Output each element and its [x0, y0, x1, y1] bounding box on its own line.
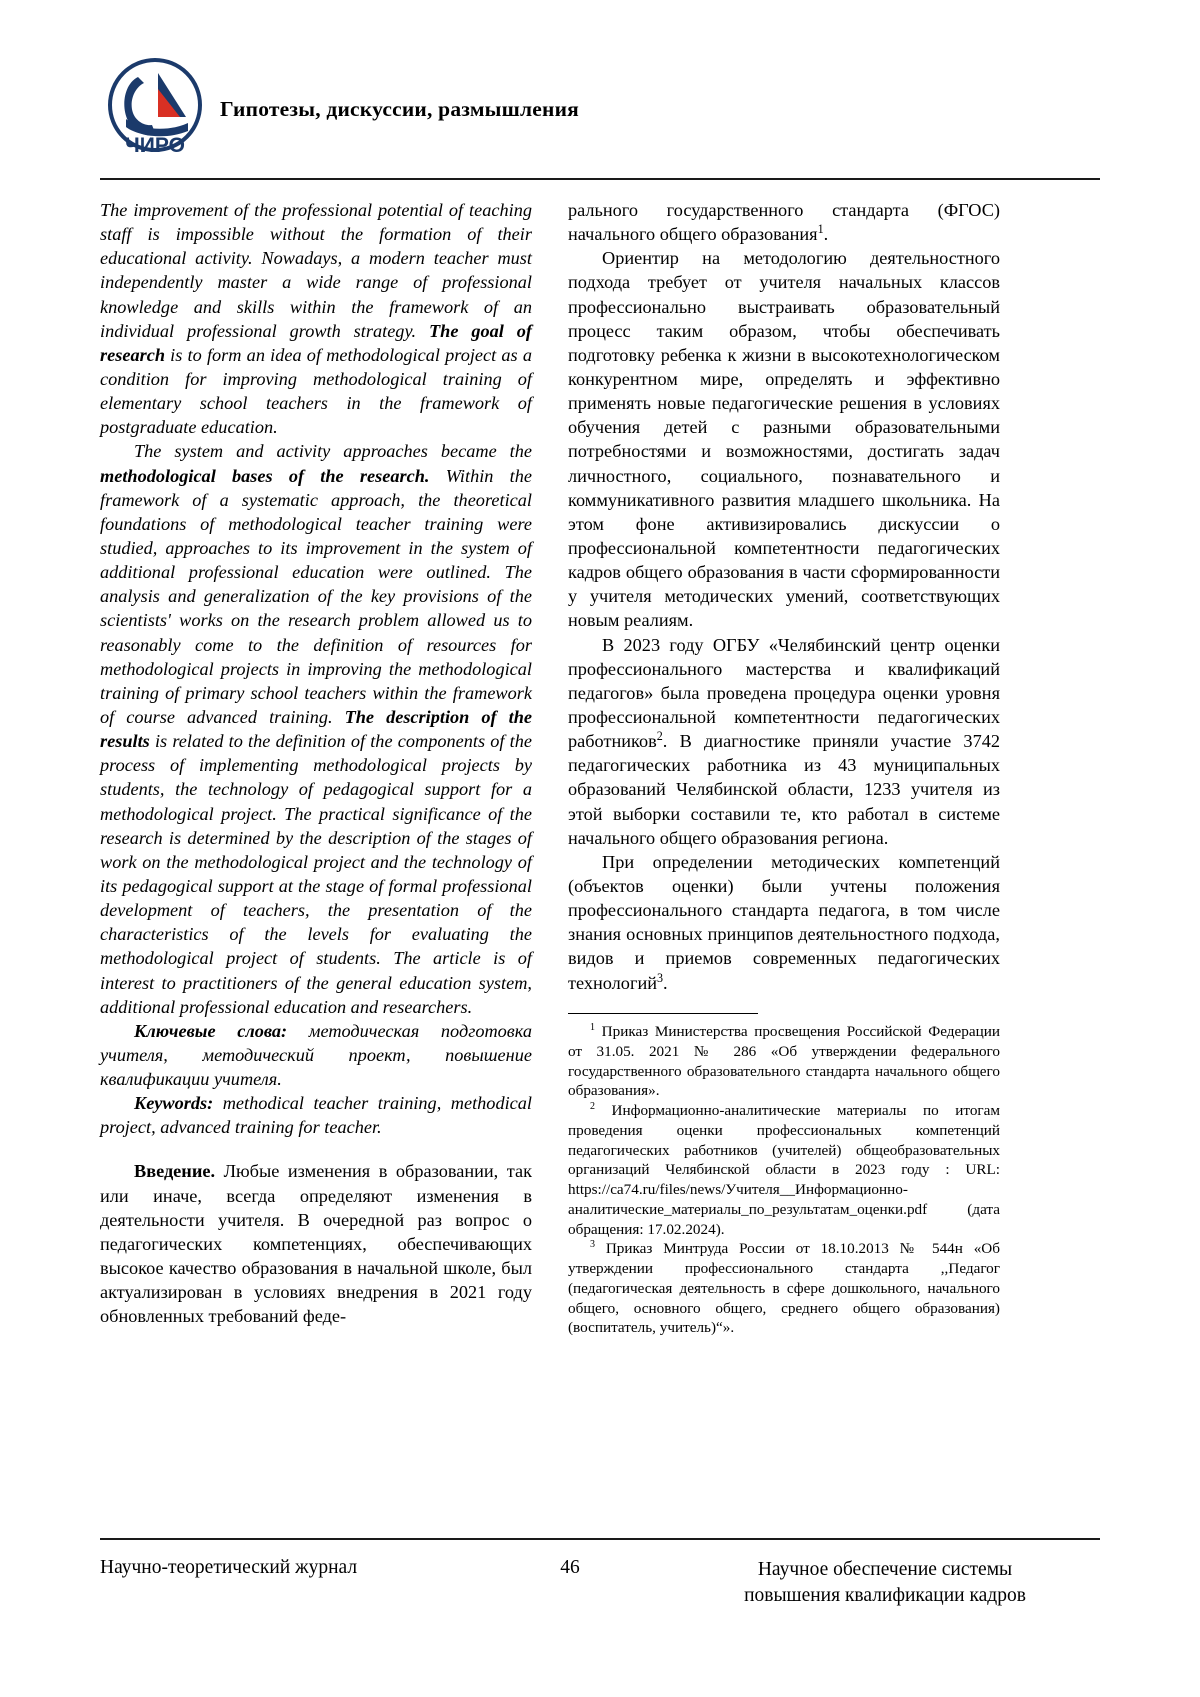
footnote-3-marker: 3 [590, 1239, 596, 1251]
footnote-ref-3[interactable]: 3 [657, 970, 664, 985]
footnote-separator [568, 1013, 758, 1015]
body-p3-part-a: В 2023 году ОГБУ «Челябинский центр оценки профессионального мастерства и квалификаций педагогов» была проведена процедура оценки уровня профессиональной компетентности педагогических работников [568, 634, 1000, 752]
keywords-ru-text: методическая подготовка учителя, методический проект, повышение квалификации учителя. [100, 1020, 532, 1090]
introduction-label: Введение. [134, 1161, 216, 1182]
journal-name: Научно-теоретический журнал [100, 1557, 358, 1578]
page-number: 46 [560, 1557, 580, 1578]
footnote-3-text: Приказ Минтруда России от 18.10.2013 № 544н «Об утверждении профессионального стандарта ,,Педагог (педагогическая деятельность в сфере дошкольного, начального общего, основного общего, среднего общего образования) (воспитатель, учитель)“». [568, 1240, 1000, 1337]
keywords-en [100, 1091, 532, 1139]
body-paragraph-1 [568, 198, 1000, 246]
abstract-p2-results-label: The description of the results [100, 706, 532, 752]
abstract-paragraph-1 [100, 198, 532, 439]
introduction-text: Любые изменения в образовании, так или иначе, всегда определяют изменения в деятельности учителя. В очередной раз вопрос о педагогических компетенциях, обеспечивающих высокое качество образования в начальной школе, был актуализирован в условиях внедрения в 2021 году обновленных требований феде- [100, 1161, 532, 1327]
page-header [100, 55, 1100, 165]
body-p1-text: рального государственного стандарта (ФГОС) начального общего образования [568, 200, 1000, 245]
body-paragraph-3 [568, 633, 1000, 850]
body-paragraph-4 [568, 850, 1000, 995]
footnote-2-marker: 2 [590, 1101, 596, 1113]
footnote-3 [568, 1239, 1000, 1338]
logo-wordmark: ЧИРО [125, 134, 185, 155]
chiro-logo-icon [108, 55, 203, 155]
body-p4-part-b: . [663, 972, 668, 993]
left-column [100, 198, 532, 1328]
footnote-2-text: Информационно-аналитические материалы по итогам проведения оценки профессиональных компетенций педагогических работников (учителей) общеобразовательных организаций Челябинской области в 2023 году : URL: https://ca74.ru/files/news/Учителя__Информационно-аналитические_материалы_по_результатам_оценки.pdf (дата обращения: 17.02.2024). [568, 1102, 1000, 1238]
footnotes-block [568, 1022, 1000, 1338]
section-title: Гипотезы, дискуссии, размышления [220, 97, 580, 121]
abstract-p2-part-a: The system and activity approaches became the [134, 441, 532, 462]
keywords-en-label: Keywords: [134, 1093, 214, 1114]
footer-divider [100, 1538, 1100, 1540]
keywords-ru [100, 1019, 532, 1091]
footer-section-line-1: Научное обеспечение системы [757, 1559, 1013, 1580]
footnote-ref-2[interactable]: 2 [656, 729, 663, 743]
body-p1-end: . [823, 224, 829, 245]
abstract-p2-part-b: Within the framework of a systematic approach, the theoretical foundations of methodological teacher training were studied, approaches to its improvement in the system of additional professional education were outlined. The analysis and generalization of the key provisions of the scientists' works on the research problem allowed us to reasonably come to the definition of resources for methodological projects in improving the methodological training of primary school teachers within the framework of course advanced training. [100, 465, 532, 727]
body-paragraph-2: Ориентир на методологию деятельностного подхода требует от учителя начальных классов профессионально выстраивать образовательный процесс таким образом, чтобы обеспечивать подготовку ребенка к жизни в высокотехнологическом конкурентном мире, определять и эффективно применять новые педагогические решения в условиях обучения детей с разными образовательными потребностями и возможностями, достигать задач личностного, социального, познавательного и коммуникативного развития младшего школьника. На этом фоне активизировались дискуссии о профессиональной компетентности педагогических кадров общего образования в части сформированности у учителя методических умений, соответствующих новым реалиям. [568, 248, 1000, 631]
footer-section-name [670, 1557, 1100, 1610]
keywords-en-text: methodical teacher training, methodical project, advanced training for teacher. [100, 1093, 532, 1138]
abstract-p2-part-c: is related to the definition of the components of the process of implementing methodological projects by students, the technology of pedagogical support for a methodological project. The practical significance of the research is determined by the description of the stages of work on the methodological project and the technology of its pedagogical support at the stage of formal professional development of teachers, the presentation of the characteristics of the levels for evaluating the methodological project of students. The article is of interest to practitioners of the general education system, additional professional education and researchers. [100, 731, 532, 1017]
footnote-1-text: Приказ Министерства просвещения Российской Федерации от 31.05. 2021 № 286 «Об утверждении федерального государственного образовательного стандарта начального общего образования». [568, 1023, 1000, 1100]
footnote-ref-1[interactable]: 1 [817, 222, 824, 237]
abstract-p1-goal-label: The goal of research [100, 320, 532, 365]
abstract-paragraph-2 [100, 439, 532, 1018]
body-p4-part-a: При определении методических компетенций (объектов оценки) были учтены положения профессионального стандарта педагога, в том числе знания основных принципов деятельностного подхода, видов и приемов современных педагогических технологий [568, 851, 1000, 993]
footnote-1-marker: 1 [590, 1022, 596, 1034]
right-column [568, 198, 1000, 1338]
body-p3-part-b: . В диагностике приняли участие 3742 педагогических работника из 43 муниципальных образований Челябинской области, 1233 учителя из этой выборки составили те, кто работал в системе начального общего образования региона. [568, 731, 1000, 848]
page-footer [100, 1552, 1100, 1632]
footer-section-line-2: повышения квалификации кадров [744, 1585, 1026, 1607]
introduction-paragraph [100, 1159, 532, 1328]
abstract-p1-part-a: The improvement of the professional potential of teaching staff is impossible without the formation of their educational activity. Nowadays, a modern teacher must independently master a wide range of professional knowledge and skills within the framework of an individual professional growth strategy. [100, 200, 532, 341]
abstract-p2-bases-label: methodological bases of the research. [100, 465, 430, 486]
header-divider [100, 178, 1100, 180]
footnote-2 [568, 1101, 1000, 1239]
keywords-ru-label: Ключевые слова: [134, 1020, 288, 1041]
footnote-1 [568, 1022, 1000, 1101]
abstract-p1-part-b: is to form an idea of methodological project as a condition for improving methodological training of elementary school teachers in the framework of postgraduate education. [100, 344, 532, 438]
